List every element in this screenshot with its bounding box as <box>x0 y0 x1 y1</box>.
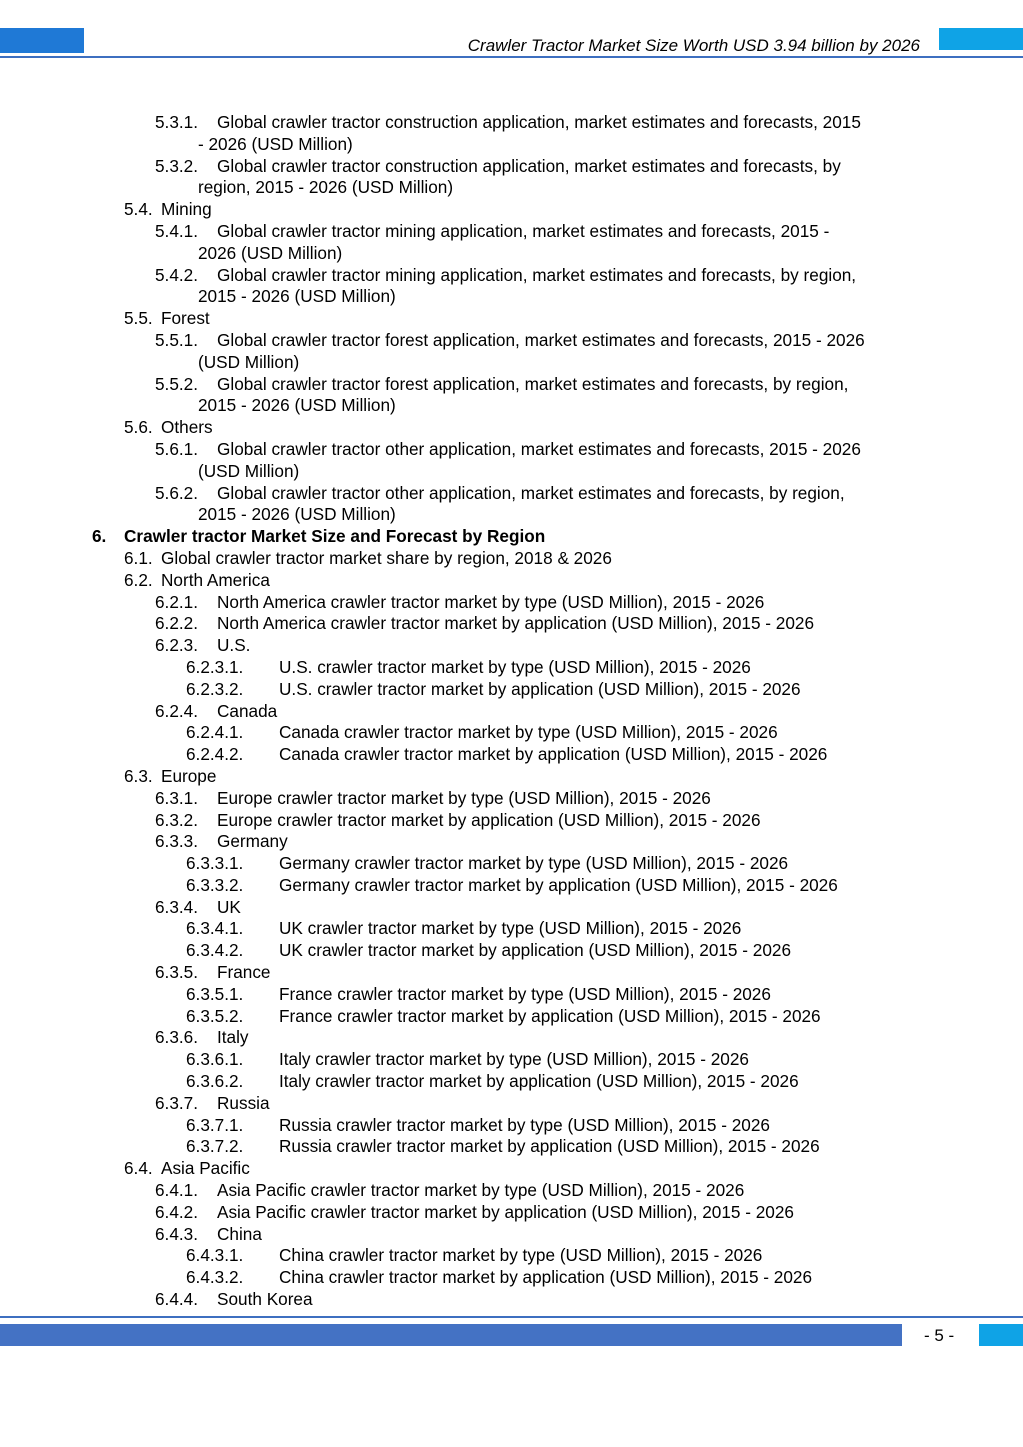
toc-entry-text: UK <box>217 896 241 917</box>
toc-entry-text: France <box>217 962 271 983</box>
toc-entry-text: Global crawler tractor mining application, market estimates and forecasts, by region, <box>217 264 857 285</box>
toc-entry-number: 5.3.1. <box>155 112 199 132</box>
toc-entry-text: Global crawler tractor other application, market estimates and forecasts, by region, <box>217 482 845 503</box>
toc-entry <box>0 853 1023 875</box>
toc-entry <box>0 1245 1023 1267</box>
toc-entry <box>0 177 1023 199</box>
toc-entry-number: 5.4. <box>124 199 153 220</box>
toc-entry-number: 5.5.2. <box>155 373 199 394</box>
toc-entry <box>0 1006 1023 1028</box>
toc-entry-text: Global crawler tractor construction application, market estimates and forecasts, by <box>217 155 841 176</box>
toc-entry <box>0 592 1023 614</box>
toc-entry-text: Global crawler tractor construction application, market estimates and forecasts, 2015 <box>217 112 861 132</box>
toc-entry <box>0 1049 1023 1071</box>
toc-entry-text: UK crawler tractor market by application (USD Million), 2015 - 2026 <box>279 940 791 961</box>
toc-entry-text: France crawler tractor market by type (USD Million), 2015 - 2026 <box>279 983 771 1004</box>
toc-entry-text: China <box>217 1223 262 1244</box>
toc-entry <box>0 831 1023 853</box>
toc-entry-number: 5.5.1. <box>155 329 199 350</box>
toc-entry-number: 6.2.3.2. <box>186 678 244 699</box>
toc-entry-text: Global crawler tractor forest application, market estimates and forecasts, by region, <box>217 373 849 394</box>
toc-entry <box>0 439 1023 461</box>
toc-entry-number: 5.4.2. <box>155 264 199 285</box>
toc-entry <box>0 1202 1023 1224</box>
toc-entry-number: 6.2.4.1. <box>186 722 244 743</box>
toc-entry <box>0 1115 1023 1137</box>
toc-entry <box>0 417 1023 439</box>
toc-entry <box>0 1136 1023 1158</box>
header-rule <box>0 56 1023 58</box>
toc-entry-text: Global crawler tractor other application, market estimates and forecasts, 2015 - 2026 <box>217 438 861 459</box>
toc-entry <box>0 635 1023 657</box>
toc-entry-text: China crawler tractor market by application (USD Million), 2015 - 2026 <box>279 1267 813 1288</box>
toc-entry-number: 6.2.3.1. <box>186 656 244 677</box>
toc-entry <box>0 722 1023 744</box>
toc-entry-number: 6.2.2. <box>155 613 199 634</box>
toc-entry-text: Germany <box>217 831 288 852</box>
toc-entry-text: North America crawler tractor market by application (USD Million), 2015 - 2026 <box>217 613 815 634</box>
toc-entry-text: - 2026 (USD Million) <box>198 133 353 154</box>
toc-entry-number: 6.4.4. <box>155 1289 199 1310</box>
footer-accent-block <box>979 1324 1023 1346</box>
toc-entry-text: Asia Pacific <box>161 1158 250 1179</box>
toc-entry <box>0 897 1023 919</box>
toc-entry-number: 6.3.6. <box>155 1027 199 1048</box>
toc-entry-number: 5.4.1. <box>155 220 199 241</box>
toc-entry-number: 5.6.1. <box>155 438 199 459</box>
toc-entry-number: 5.5. <box>124 308 153 329</box>
toc-entry <box>0 504 1023 526</box>
toc-entry <box>0 221 1023 243</box>
toc-entry <box>0 1267 1023 1289</box>
toc-entry-number: 6.3. <box>124 765 153 786</box>
toc-entry <box>0 1093 1023 1115</box>
toc-entry-text: North America crawler tractor market by type (USD Million), 2015 - 2026 <box>217 591 765 612</box>
toc-entry-text: Europe <box>161 765 217 786</box>
toc-entry-text: Global crawler tractor market share by region, 2018 & 2026 <box>161 547 612 568</box>
toc-entry-number: 6.2.4. <box>155 700 199 721</box>
toc-entry <box>0 395 1023 417</box>
toc-entry-text: Europe crawler tractor market by application (USD Million), 2015 - 2026 <box>217 809 761 830</box>
toc-entry <box>0 243 1023 265</box>
toc-entry-text: Canada crawler tractor market by application (USD Million), 2015 - 2026 <box>279 744 828 765</box>
toc-entry-number: 5.6. <box>124 417 153 438</box>
toc-entry-text: South Korea <box>217 1289 313 1310</box>
toc-entry-text: Asia Pacific crawler tractor market by type (USD Million), 2015 - 2026 <box>217 1180 745 1201</box>
toc-entry-number: 6.3.4.2. <box>186 940 244 961</box>
toc-entry <box>0 156 1023 178</box>
toc-entry-number: 6.3.4.1. <box>186 918 244 939</box>
toc-entry <box>0 1027 1023 1049</box>
toc-entry-number: 6.4.3. <box>155 1223 199 1244</box>
toc-entry-number: 6.4.3.1. <box>186 1245 244 1266</box>
toc-entry <box>0 1289 1023 1311</box>
toc-entry-text: 2015 - 2026 (USD Million) <box>198 504 396 525</box>
toc-entry-text: 2015 - 2026 (USD Million) <box>198 395 396 416</box>
toc-entry <box>0 483 1023 505</box>
toc-entry <box>0 265 1023 287</box>
toc-entry <box>0 286 1023 308</box>
toc-entry-number: 6. <box>92 526 107 547</box>
toc-entry-text: Germany crawler tractor market by application (USD Million), 2015 - 2026 <box>279 874 838 895</box>
toc-entry <box>0 810 1023 832</box>
toc-entry-text: Russia crawler tractor market by application (USD Million), 2015 - 2026 <box>279 1136 820 1157</box>
header-accent-block-left <box>0 28 84 53</box>
toc-entry-number: 6.2.3. <box>155 635 199 656</box>
toc-entry-text: France crawler tractor market by application (USD Million), 2015 - 2026 <box>279 1005 821 1026</box>
toc-entry <box>0 918 1023 940</box>
toc-entry <box>0 984 1023 1006</box>
header-title: Crawler Tractor Market Size Worth USD 3.94 billion by 2026 <box>467 36 920 55</box>
toc-entry-text: U.S. crawler tractor market by type (USD Million), 2015 - 2026 <box>279 656 751 677</box>
toc-entry <box>0 657 1023 679</box>
toc-entry-text: China crawler tractor market by type (USD Million), 2015 - 2026 <box>279 1245 763 1266</box>
toc-entry-number: 5.3.2. <box>155 155 199 176</box>
toc-entry <box>0 679 1023 701</box>
toc-entry <box>0 374 1023 396</box>
toc-entry-text: Italy <box>217 1027 249 1048</box>
toc-entry <box>0 1158 1023 1180</box>
toc-entry-number: 6.3.1. <box>155 787 199 808</box>
header-accent-block-right <box>939 28 1023 50</box>
toc-entry <box>0 570 1023 592</box>
toc-entry <box>0 875 1023 897</box>
toc-entry-text: Forest <box>161 308 210 329</box>
toc-entry-number: 6.3.5.2. <box>186 1005 244 1026</box>
toc-entry-text: Canada <box>217 700 278 721</box>
toc-entry <box>0 701 1023 723</box>
toc-entry-text: (USD Million) <box>198 351 300 372</box>
toc-entry-text: U.S. crawler tractor market by application (USD Million), 2015 - 2026 <box>279 678 801 699</box>
toc-entry-number: 6.1. <box>124 547 153 568</box>
toc-entry-number: 6.4.1. <box>155 1180 199 1201</box>
toc-entry-text: Global crawler tractor mining application, market estimates and forecasts, 2015 - <box>217 220 830 241</box>
toc-entry <box>0 940 1023 962</box>
table-of-contents <box>0 112 1023 1311</box>
toc-entry <box>0 330 1023 352</box>
toc-entry-number: 6.4. <box>124 1158 153 1179</box>
toc-entry-number: 5.6.2. <box>155 482 199 503</box>
toc-entry <box>0 112 1023 134</box>
toc-entry <box>0 548 1023 570</box>
toc-entry-text: 2015 - 2026 (USD Million) <box>198 286 396 307</box>
toc-entry <box>0 352 1023 374</box>
toc-entry-number: 6.3.3.1. <box>186 853 244 874</box>
toc-entry-text: Others <box>161 417 213 438</box>
toc-entry-number: 6.3.7. <box>155 1092 199 1113</box>
toc-entry-number: 6.3.5.1. <box>186 983 244 1004</box>
toc-entry-text: Russia crawler tractor market by type (USD Million), 2015 - 2026 <box>279 1114 770 1135</box>
toc-entry-number: 6.2. <box>124 569 153 590</box>
page-number: - 5 - <box>924 1326 955 1345</box>
toc-entry-text: Russia <box>217 1092 270 1113</box>
toc-entry-number: 6.3.7.1. <box>186 1114 244 1135</box>
toc-entry-number: 6.3.5. <box>155 962 199 983</box>
toc-entry-number: 6.3.3.2. <box>186 874 244 895</box>
toc-entry-text: Italy crawler tractor market by type (USD Million), 2015 - 2026 <box>279 1049 749 1070</box>
toc-entry <box>0 1224 1023 1246</box>
toc-entry-text: Europe crawler tractor market by type (USD Million), 2015 - 2026 <box>217 787 711 808</box>
toc-entry-number: 6.4.2. <box>155 1201 199 1222</box>
toc-entry-number: 6.4.3.2. <box>186 1267 244 1288</box>
toc-entry <box>0 962 1023 984</box>
toc-entry-text: U.S. <box>217 635 251 656</box>
toc-entry <box>0 744 1023 766</box>
footer-rule <box>0 1316 1023 1318</box>
toc-entry-number: 6.3.6.1. <box>186 1049 244 1070</box>
toc-entry <box>0 461 1023 483</box>
toc-entry <box>0 308 1023 330</box>
toc-entry <box>0 1071 1023 1093</box>
toc-entry-text: Canada crawler tractor market by type (USD Million), 2015 - 2026 <box>279 722 778 743</box>
footer-bar <box>0 1324 902 1346</box>
toc-entry-text: Germany crawler tractor market by type (USD Million), 2015 - 2026 <box>279 853 789 874</box>
toc-entry <box>0 788 1023 810</box>
toc-entry-number: 6.3.4. <box>155 896 199 917</box>
toc-entry <box>0 766 1023 788</box>
toc-entry-text: Italy crawler tractor market by application (USD Million), 2015 - 2026 <box>279 1071 799 1092</box>
toc-entry-text: UK crawler tractor market by type (USD Million), 2015 - 2026 <box>279 918 742 939</box>
toc-entry-number: 6.2.4.2. <box>186 744 244 765</box>
toc-entry <box>0 526 1023 548</box>
toc-entry-text: Crawler tractor Market Size and Forecast by Region <box>124 526 546 547</box>
toc-entry-text: Asia Pacific crawler tractor market by application (USD Million), 2015 - 2026 <box>217 1201 794 1222</box>
toc-entry-number: 6.3.6.2. <box>186 1071 244 1092</box>
toc-entry-number: 6.3.7.2. <box>186 1136 244 1157</box>
toc-entry-number: 6.3.3. <box>155 831 199 852</box>
toc-entry-text: Global crawler tractor forest application, market estimates and forecasts, 2015 - 2026 <box>217 329 865 350</box>
toc-entry-number: 6.2.1. <box>155 591 199 612</box>
toc-entry-text: 2026 (USD Million) <box>198 242 343 263</box>
toc-entry <box>0 199 1023 221</box>
toc-entry-number: 6.3.2. <box>155 809 199 830</box>
toc-entry <box>0 1180 1023 1202</box>
toc-entry-text: (USD Million) <box>198 460 300 481</box>
toc-entry-text: region, 2015 - 2026 (USD Million) <box>198 177 454 198</box>
toc-entry-text: Mining <box>161 199 212 220</box>
toc-entry-text: North America <box>161 569 270 590</box>
toc-entry <box>0 613 1023 635</box>
toc-entry <box>0 134 1023 156</box>
